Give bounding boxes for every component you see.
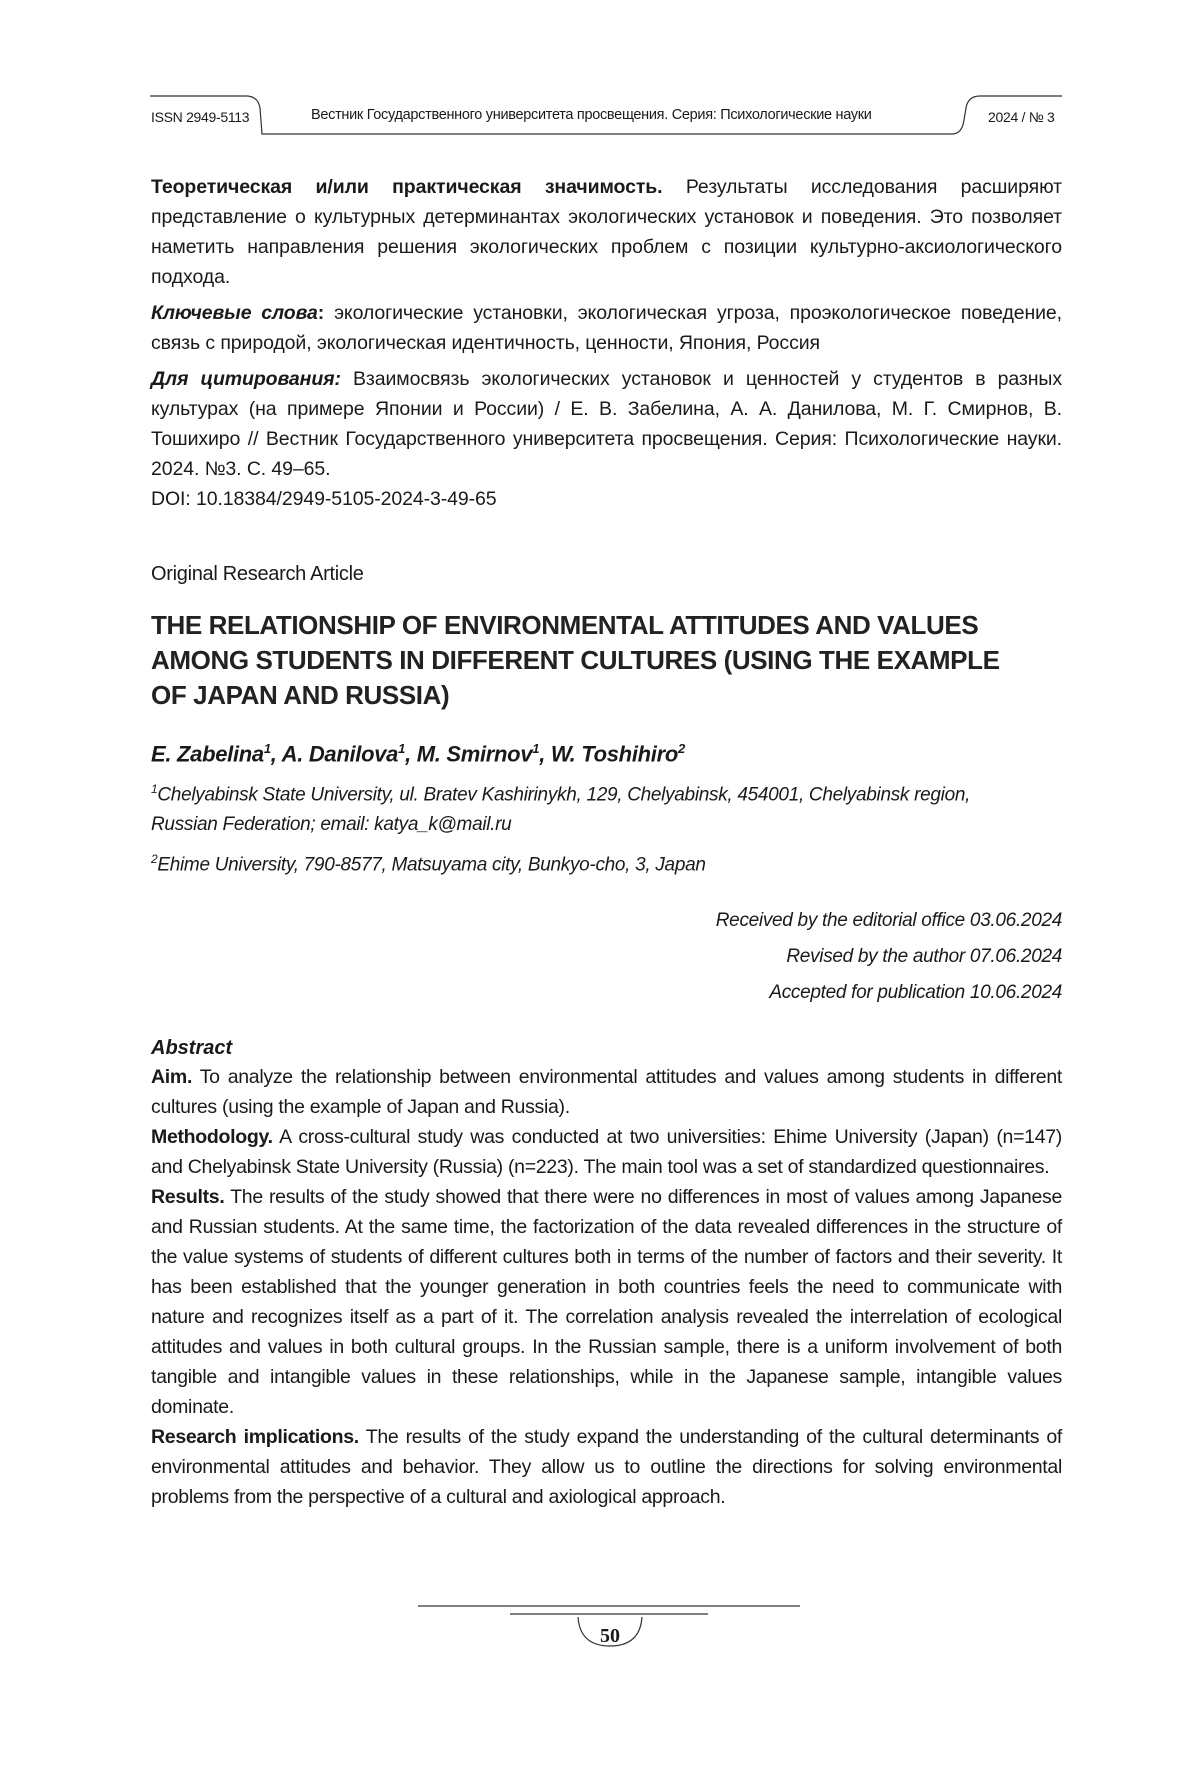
affiliation-2: $^2$Ehime University, 790-8577, Matsuyama city, Bunkyo-cho, 3, Japan <box>151 851 706 875</box>
article-section <box>151 563 1062 1011</box>
journal-title: Вестник Государственного университета просвещения. Серия: Психологические науки <box>311 107 872 123</box>
affiliation-1: $^1$Chelyabinsk State University, ul. Bratev Kashirinykh, 129, Chelyabinsk, 454001, Chelyabinsk region, Russian Federation; email: katya_k@mail.ru <box>151 782 971 835</box>
issue-label: 2024 / № 3 <box>988 109 1055 125</box>
received-date: Received by the editorial office 03.06.2024 <box>715 909 1062 931</box>
keywords-label: Ключевые слова <box>151 302 318 324</box>
author-name: M. Smirnov <box>416 741 533 767</box>
significance-paragraph <box>151 172 1062 292</box>
author-name: E. Zabelina <box>151 741 264 767</box>
issn-label: ISSN 2949-5113 <box>151 109 250 125</box>
keywords-text: экологические установки, экологическая угроза, проэкологическое поведение, связь с природой, экологическая идентичность, ценности, Япония, Россия <box>151 302 1062 354</box>
keywords-paragraph: Ключевые слова: экологические установки, экологическая угроза, проэкологическое поведение, связь с природой, экологическая идентичность, ценности, Япония, Россия <box>151 302 1062 354</box>
dates-block <box>151 903 1062 1011</box>
citation-paragraph <box>151 364 1062 484</box>
methodology-label: Methodology. <box>151 1126 273 1148</box>
page-number: 50 <box>600 1625 620 1647</box>
abstract-heading: Abstract <box>151 1037 233 1059</box>
article-type: Original Research Article <box>151 563 364 585</box>
doi-line: DOI: 10.18384/2949-5105-2024-3-49-65 <box>151 488 497 510</box>
russian-section <box>151 172 1062 514</box>
author-name: A. Danilova <box>281 741 399 767</box>
aim-paragraph: Aim. To analyze the relationship between environmental attitudes and values among students in different cultures (using the example of Japan and Russia). <box>151 1066 1062 1118</box>
revised-date: Revised by the author 07.06.2024 <box>786 945 1062 967</box>
article-title <box>151 608 1062 713</box>
results-paragraph: Results. The results of the study showed that there were no differences in most of values among Japanese and Russian students. At the same time, the factorization of the data revealed differences in the structure of the value systems of students of different cultures both in terms of the number of factors and their severity. It has been established that the younger generation in both countries feels the need to communicate with nature and recognizes itself as a part of it. The correlation analysis revealed the interrelation of ecological attitudes and values in both cultural groups. In the Russian sample, there is a uniform involvement of both tangible and intangible values in these relationships, while in the Japanese sample, intangible values dominate. <box>151 1186 1062 1418</box>
citation-label: Для цитирования: <box>151 368 341 390</box>
header-frame <box>0 0 1200 150</box>
implications-paragraph: Research implications. The results of the study expand the understanding of the cultural determinants of environmental attitudes and behavior. They allow us to outline the directions for solving environmental problems from the perspective of a cultural and axiological approach. <box>151 1426 1062 1508</box>
abstract-section <box>151 1034 1062 1512</box>
implications-label: Research implications. <box>151 1426 359 1448</box>
significance-text: Результаты исследования расширяют представление о культурных детерминантах экологических установок и поведения. Это позволяет наметить направления решения экологических проблем с позиции культурно-аксиологического подхода. <box>151 176 1063 288</box>
title-line: OF JAPAN AND RUSSIA) <box>151 680 450 710</box>
aim-label: Aim. <box>151 1066 193 1088</box>
significance-label: Теоретическая и/или практическая значимость. <box>151 176 663 198</box>
authors-line: E. Zabelina$^1$, A. Danilova$^1$, M. Smirnov$^1$, W. Toshihiro$^2$ <box>151 741 685 767</box>
title-line: AMONG STUDENTS IN DIFFERENT CULTURES (USING THE EXAMPLE <box>151 645 1000 675</box>
accepted-date: Accepted for publication 10.06.2024 <box>769 981 1062 1003</box>
citation-text: Взаимосвязь экологических установок и ценностей у студентов в разных культурах (на примере Японии и России) / Е. В. Забелина, А. А. Данилова, М. Г. Смирнов, В. Тошихиро // Вестник Государственного университета просвещения. Серия: Психологические науки. 2024. №3. С. 49–65. <box>151 368 1062 480</box>
author-name: W. Toshihiro <box>550 741 678 767</box>
methodology-paragraph: Methodology. A cross-cultural study was conducted at two universities: Ehime University (Japan) (n=147) and Chelyabinsk State University (Russia) (n=223). The main tool was a set of standardized questionnaires. <box>151 1126 1062 1178</box>
title-line: THE RELATIONSHIP OF ENVIRONMENTAL ATTITUDES AND VALUES <box>151 610 979 640</box>
results-label: Results. <box>151 1186 225 1208</box>
